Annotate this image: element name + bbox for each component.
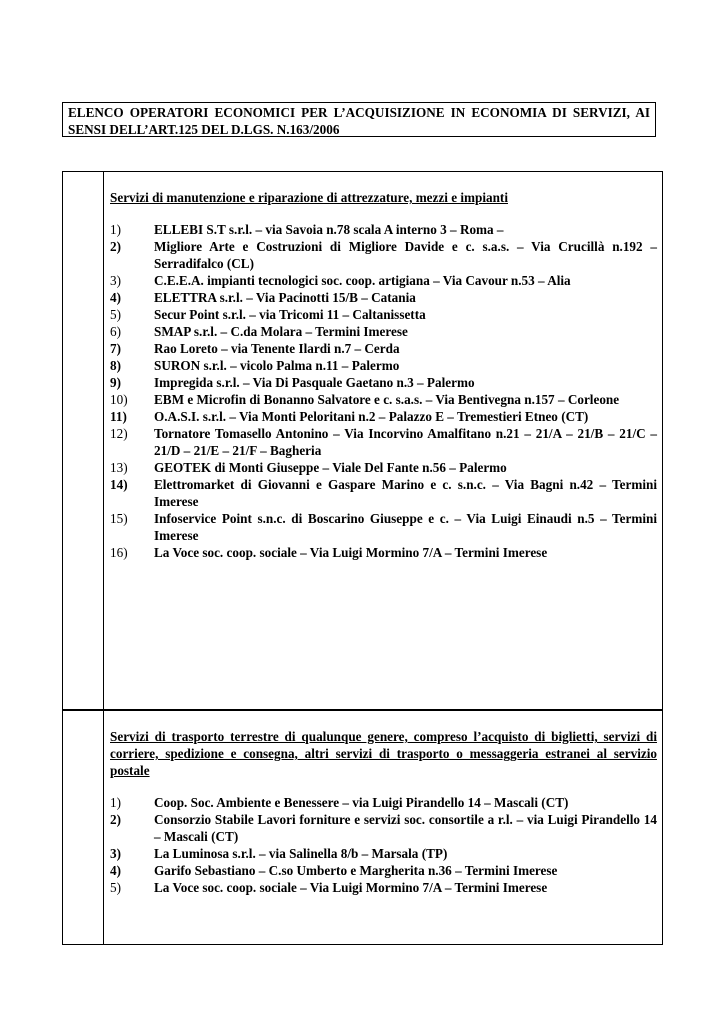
item-text: Secur Point s.r.l. – via Tricomi 11 – Caltanissetta xyxy=(154,307,426,322)
list-item xyxy=(110,289,657,306)
section-maintenance xyxy=(110,189,657,561)
list-item xyxy=(110,811,657,845)
list-item xyxy=(110,391,657,408)
item-number: 1) xyxy=(110,795,121,810)
item-text: SURON s.r.l. – vicolo Palma n.11 – Palermo xyxy=(154,358,400,373)
list-item xyxy=(110,238,657,272)
list-item xyxy=(110,476,657,510)
list-item xyxy=(110,357,657,374)
item-text: Coop. Soc. Ambiente e Benessere – via Luigi Pirandello 14 – Mascali (CT) xyxy=(154,795,569,810)
item-number: 16) xyxy=(110,545,128,560)
item-number: 14) xyxy=(110,477,128,492)
item-text: Consorzio Stabile Lavori forniture e servizi soc. consortile a r.l. – via Luigi Pirandello 14 – Mascali (CT) xyxy=(154,812,657,844)
section-transport xyxy=(110,728,657,896)
list-item xyxy=(110,544,657,561)
operator-list xyxy=(110,794,657,896)
item-number: 7) xyxy=(110,341,121,356)
item-text: Infoservice Point s.n.c. di Boscarino Giuseppe e c. – Via Luigi Einaudi n.5 – Termini Imerese xyxy=(154,511,657,543)
list-item xyxy=(110,306,657,323)
operators-table xyxy=(62,171,663,945)
list-item xyxy=(110,340,657,357)
item-text: La Voce soc. coop. sociale – Via Luigi Mormino 7/A – Termini Imerese xyxy=(154,880,548,895)
item-text: Tornatore Tomasello Antonino – Via Incorvino Amalfitano n.21 – 21/A – 21/B – 21/C – 21/D – 21/E – 21/F – Bagheria xyxy=(154,426,657,458)
section-heading: Servizi di manutenzione e riparazione di attrezzature, mezzi e impianti xyxy=(110,190,508,205)
item-text: ELLEBI S.T s.r.l. – via Savoia n.78 scala A interno 3 – Roma – xyxy=(154,222,504,237)
list-item xyxy=(110,221,657,238)
item-number: 3) xyxy=(110,273,121,288)
item-text: Rao Loreto – via Tenente Ilardi n.7 – Cerda xyxy=(154,341,400,356)
list-item xyxy=(110,408,657,425)
item-text: C.E.E.A. impianti tecnologici soc. coop. artigiana – Via Cavour n.53 – Alia xyxy=(154,273,571,288)
item-number: 9) xyxy=(110,375,121,390)
item-number: 8) xyxy=(110,358,121,373)
item-text: ELETTRA s.r.l. – Via Pacinotti 15/B – Catania xyxy=(154,290,416,305)
item-text: La Luminosa s.r.l. – via Salinella 8/b – Marsala (TP) xyxy=(154,846,448,861)
item-number: 15) xyxy=(110,511,128,526)
item-number: 2) xyxy=(110,812,121,827)
list-item xyxy=(110,862,657,879)
item-number: 4) xyxy=(110,863,121,878)
document-title: ELENCO OPERATORI ECONOMICI PER L’ACQUISIZIONE IN ECONOMIA DI SERVIZI, AI SENSI DELL’ART.125 DEL D.LGS. N.163/2006 xyxy=(62,102,656,137)
item-number: 5) xyxy=(110,307,121,322)
list-item xyxy=(110,459,657,476)
operator-list xyxy=(110,221,657,561)
item-number: 13) xyxy=(110,460,128,475)
item-number: 6) xyxy=(110,324,121,339)
table-column-divider xyxy=(103,172,104,944)
list-item xyxy=(110,323,657,340)
table-row-divider xyxy=(63,709,662,711)
item-number: 2) xyxy=(110,239,121,254)
item-text: La Voce soc. coop. sociale – Via Luigi Mormino 7/A – Termini Imerese xyxy=(154,545,548,560)
item-text: SMAP s.r.l. – C.da Molara – Termini Imerese xyxy=(154,324,408,339)
item-number: 10) xyxy=(110,392,128,407)
item-number: 12) xyxy=(110,426,128,441)
item-text: EBM e Microfin di Bonanno Salvatore e c. s.a.s. – Via Bentivegna n.157 – Corleone xyxy=(154,392,620,407)
list-item xyxy=(110,374,657,391)
item-text: Migliore Arte e Costruzioni di Migliore Davide e c. s.a.s. – Via Crucillà n.192 – Serradifalco (CL) xyxy=(154,239,657,271)
section-heading: Servizi di trasporto terrestre di qualunque genere, compreso l’acquisto di biglietti, servizi di corriere, spedizione e consegna, altri servizi di trasporto o messaggeria estranei al servizio postale xyxy=(110,729,657,778)
list-item xyxy=(110,845,657,862)
item-number: 3) xyxy=(110,846,121,861)
item-number: 4) xyxy=(110,290,121,305)
list-item xyxy=(110,879,657,896)
item-number: 1) xyxy=(110,222,121,237)
item-number: 11) xyxy=(110,409,127,424)
list-item xyxy=(110,272,657,289)
item-text: Garifo Sebastiano – C.so Umberto e Margherita n.36 – Termini Imerese xyxy=(154,863,558,878)
item-text: O.A.S.I. s.r.l. – Via Monti Peloritani n.2 – Palazzo E – Tremestieri Etneo (CT) xyxy=(154,409,589,424)
item-number: 5) xyxy=(110,880,121,895)
list-item xyxy=(110,510,657,544)
list-item xyxy=(110,425,657,459)
item-text: Elettromarket di Giovanni e Gaspare Marino e c. s.n.c. – Via Bagni n.42 – Termini Imerese xyxy=(154,477,657,509)
list-item xyxy=(110,794,657,811)
item-text: Impregida s.r.l. – Via Di Pasquale Gaetano n.3 – Palermo xyxy=(154,375,475,390)
item-text: GEOTEK di Monti Giuseppe – Viale Del Fante n.56 – Palermo xyxy=(154,460,507,475)
